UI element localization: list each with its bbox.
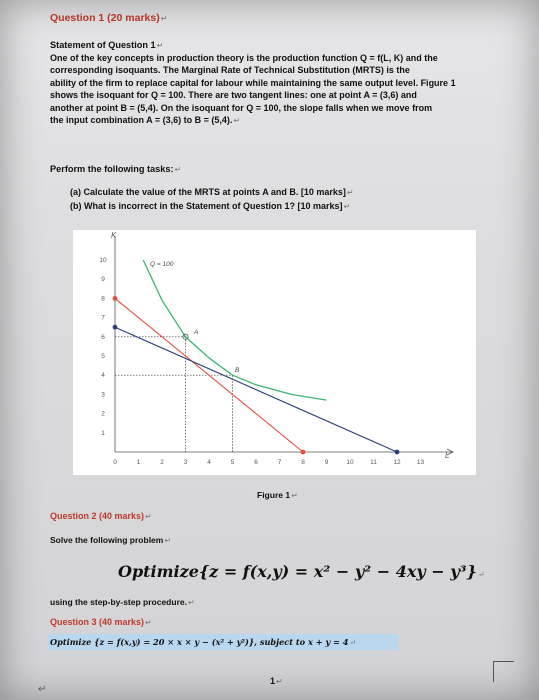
q1-line: ability of the firm to replace capital for labour while maintaining the same output level. Figure 1 [50, 77, 456, 88]
x-tick-label: 9 [324, 459, 329, 466]
y-tick-label: 10 [99, 257, 107, 264]
figure-caption: Figure 1↵ [257, 490, 298, 500]
chart-ticks [99, 257, 424, 466]
y-tick-label: 8 [101, 295, 105, 303]
x-tick-label: 1 [136, 459, 141, 466]
q2-formula: Optimize{z = f(x,y) = x² − y² − 4xy − y³}↵ [118, 562, 485, 581]
x-tick-label: 8 [301, 459, 305, 466]
q1-tasks-intro: Perform the following tasks:↵ [50, 164, 182, 174]
x-tick-label: 5 [230, 459, 235, 466]
x-tick-label: 4 [207, 459, 211, 466]
q2-heading: Question 2 (40 marks)↵ [50, 511, 152, 521]
tangent-line-b [115, 327, 397, 452]
y-tick-label: 7 [101, 314, 105, 322]
q1-line: shows the isoquant for Q = 100. There are two tangent lines: one at point A = (3,6) and [50, 90, 417, 101]
x-tick-label: 12 [393, 459, 401, 466]
tangent-a-k-intercept [113, 296, 118, 301]
chart-axes [115, 236, 453, 455]
page-number: 1↵ [270, 676, 283, 686]
point-a-label: A [194, 329, 199, 336]
isoquant-curve [143, 260, 326, 400]
x-tick-label: 10 [346, 459, 354, 466]
q1-task-list [70, 186, 354, 213]
y-tick-label: 6 [101, 333, 105, 341]
q2-instruction: Solve the following problem↵ [50, 535, 172, 545]
paragraph-mark-icon: ↵ [38, 684, 47, 695]
task-b: (b) What is incorrect in the Statement of Question 1? [10 marks]↵ [70, 200, 351, 211]
x-tick-label: 7 [277, 459, 282, 466]
tangent-b-k-intercept [113, 325, 118, 330]
tangent-b-l-intercept [395, 450, 400, 455]
q3-heading: Question 3 (40 marks)↵ [50, 617, 152, 627]
x-tick-label: 6 [254, 459, 258, 466]
tangent-a-l-intercept [301, 450, 306, 455]
task-a: (a) Calculate the value of the MRTS at points A and B. [10 marks]↵ [70, 187, 354, 197]
q1-line: corresponding isoquants. The Marginal Rate of Technical Substitution (MRTS) is the [50, 65, 410, 76]
q1-line: the input combination A = (3,6) to B = (5,4).↵ [50, 115, 241, 126]
x-tick-label: 2 [160, 459, 164, 466]
figure-1-chart [73, 230, 476, 475]
x-tick-label: 13 [416, 459, 425, 466]
y-tick-label: 9 [101, 276, 105, 284]
isoquant-chart-svg [73, 230, 476, 475]
y-tick-label: 2 [101, 410, 105, 418]
x-tick-label: 0 [113, 459, 117, 466]
y-tick-label: 3 [101, 391, 105, 399]
x-tick-label: 3 [183, 459, 188, 466]
q1-line: another at point B = (5,4). On the isoquant for Q = 100, the slope falls when we move from [50, 102, 433, 113]
q1-line: One of the key concepts in production theory is the production function Q = f(L, K) and the [50, 53, 438, 63]
chart-marks [113, 296, 400, 454]
y-tick-label: 1 [101, 429, 105, 437]
y-tick-label: 4 [101, 372, 105, 380]
q2-procedure: using the step-by-step procedure.↵ [50, 597, 195, 607]
chart-guides [115, 337, 233, 452]
y-axis-label: K [111, 231, 117, 240]
y-tick-label: 5 [101, 353, 105, 360]
q1-statement-body [50, 52, 502, 127]
x-axis-label: L [445, 451, 450, 460]
chart-lines [115, 260, 397, 452]
q1-statement-title: Statement of Question 1↵ [50, 40, 164, 50]
page-corner-marker [493, 661, 514, 682]
q1-heading: Question 1 (20 marks)↵ [50, 12, 168, 24]
point-b-label: B [235, 367, 240, 374]
x-tick-label: 11 [370, 459, 377, 466]
q3-formula: Optimize {z = f(x,y) = 20 × x × y − (x² + y²)}, subject to x + y = 4↵ [48, 634, 398, 650]
isoquant-label: Q = 100 [150, 261, 174, 268]
